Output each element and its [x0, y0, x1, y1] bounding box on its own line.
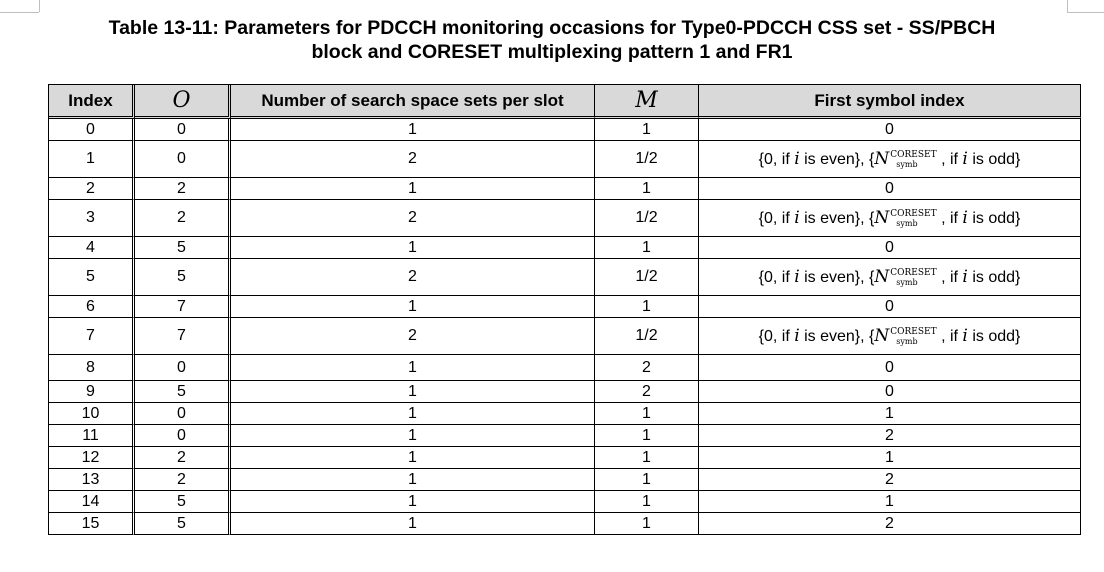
cell-m: 1: [595, 119, 699, 141]
table-row: [49, 119, 1081, 141]
expr-n-symbol: N: [874, 326, 890, 346]
cell-m: 1/2: [595, 200, 699, 237]
expr-comma-if: , if: [941, 328, 958, 345]
cell-index: 9: [49, 381, 135, 403]
cell-num-sets: 1: [231, 178, 595, 200]
expr-odd: is odd}: [972, 269, 1021, 286]
cell-o: 0: [135, 403, 231, 425]
expr-open: {0, if: [758, 328, 790, 345]
cell-num-sets: 2: [231, 318, 595, 355]
expr-n-subscript: symb: [896, 218, 918, 228]
cell-o: 7: [135, 296, 231, 318]
expr-comma-if: , if: [941, 151, 958, 168]
cell-first-symbol: 1: [699, 491, 1081, 513]
cell-first-symbol: 2: [699, 425, 1081, 447]
cell-first-symbol: 2: [699, 469, 1081, 491]
expr-even: is even}, {: [804, 269, 875, 286]
cell-index: 3: [49, 200, 135, 237]
expr-i-symbol: i: [962, 267, 968, 287]
cell-o: 0: [135, 425, 231, 447]
expr-n-subscript: symb: [896, 159, 918, 169]
cell-num-sets: 1: [231, 296, 595, 318]
cell-first-symbol: 0: [699, 381, 1081, 403]
cell-index: 11: [49, 425, 135, 447]
cell-m: 1/2: [595, 259, 699, 296]
expr-n-symbol: N: [874, 267, 890, 287]
header-o-symbol: O: [172, 88, 191, 113]
expr-n-scripts: [890, 210, 936, 228]
cell-first-symbol: [699, 141, 1081, 178]
expr-i-symbol: i: [962, 149, 968, 169]
expr-open: {0, if: [758, 269, 790, 286]
expr-n-superscript: CORESET: [890, 208, 937, 219]
header-m-symbol: M: [635, 88, 658, 113]
expr-n-scripts: [890, 269, 936, 287]
cell-o: 2: [135, 469, 231, 491]
cell-m: 1: [595, 237, 699, 259]
cell-num-sets: 2: [231, 141, 595, 178]
table-row: [49, 178, 1081, 200]
table-caption: [0, 16, 1104, 64]
cell-o: 7: [135, 318, 231, 355]
cell-o: 0: [135, 141, 231, 178]
table-row: [49, 491, 1081, 513]
crop-mark: [1067, 0, 1068, 12]
cell-o: 5: [135, 259, 231, 296]
table-row: [49, 381, 1081, 403]
caption-line-1: Table 13-11: Parameters for PDCCH monitoring occasions for Type0-PDCCH CSS set - SS/PBCH: [108, 17, 996, 39]
cell-first-symbol: [699, 200, 1081, 237]
cell-num-sets: 1: [231, 469, 595, 491]
cell-o: 0: [135, 355, 231, 381]
table-row: [49, 141, 1081, 178]
cell-index: 1: [49, 141, 135, 178]
table-row: [49, 259, 1081, 296]
expr-n-superscript: CORESET: [890, 326, 937, 337]
cell-num-sets: 1: [231, 355, 595, 381]
expr-n-scripts: [890, 328, 936, 346]
cell-o: 2: [135, 200, 231, 237]
cell-m: 1: [595, 178, 699, 200]
expr-i-symbol: i: [962, 326, 968, 346]
expr-odd: is odd}: [972, 328, 1021, 345]
expr-n-subscript: symb: [896, 336, 918, 346]
cell-num-sets: 1: [231, 491, 595, 513]
odd-even-expression: [759, 210, 1021, 227]
table-row: [49, 355, 1081, 381]
cell-num-sets: 2: [231, 200, 595, 237]
expr-even: is even}, {: [804, 328, 875, 345]
expr-i-symbol: i: [962, 208, 968, 228]
expr-i-symbol: i: [794, 208, 800, 228]
header-first-symbol: First symbol index: [699, 85, 1081, 119]
cell-first-symbol: 1: [699, 403, 1081, 425]
expr-open: {0, if: [758, 210, 790, 227]
expr-even: is even}, {: [804, 210, 875, 227]
cell-index: 4: [49, 237, 135, 259]
cell-first-symbol: 0: [699, 119, 1081, 141]
table-row: [49, 469, 1081, 491]
cell-index: 6: [49, 296, 135, 318]
table-row: [49, 403, 1081, 425]
cell-m: 1/2: [595, 141, 699, 178]
expr-open: {0, if: [758, 151, 790, 168]
cell-m: 1: [595, 296, 699, 318]
cell-m: 1: [595, 513, 699, 535]
expr-even: is even}, {: [804, 151, 875, 168]
header-index: Index: [49, 85, 135, 119]
table-row: [49, 200, 1081, 237]
cell-first-symbol: 0: [699, 237, 1081, 259]
expr-i-symbol: i: [794, 149, 800, 169]
crop-mark: [0, 12, 39, 13]
cell-m: 2: [595, 381, 699, 403]
cell-index: 12: [49, 447, 135, 469]
parameters-table: [48, 84, 1081, 535]
crop-mark: [1067, 12, 1104, 13]
table-row: [49, 296, 1081, 318]
cell-first-symbol: 1: [699, 447, 1081, 469]
cell-o: 2: [135, 447, 231, 469]
cell-index: 10: [49, 403, 135, 425]
cell-index: 13: [49, 469, 135, 491]
cell-first-symbol: 2: [699, 513, 1081, 535]
expr-i-symbol: i: [794, 267, 800, 287]
table-row: [49, 425, 1081, 447]
expr-n-symbol: N: [874, 149, 890, 169]
cell-m: 1: [595, 403, 699, 425]
expr-n-superscript: CORESET: [890, 149, 937, 160]
expr-odd: is odd}: [972, 210, 1021, 227]
cell-o: 5: [135, 513, 231, 535]
cell-first-symbol: 0: [699, 355, 1081, 381]
cell-m: 1/2: [595, 318, 699, 355]
cell-o: 5: [135, 237, 231, 259]
odd-even-expression: [759, 151, 1021, 168]
header-num-sets: Number of search space sets per slot: [231, 85, 595, 119]
table-row: [49, 513, 1081, 535]
cell-m: 1: [595, 425, 699, 447]
expr-n-symbol: N: [874, 208, 890, 228]
table-row: [49, 237, 1081, 259]
cell-num-sets: 1: [231, 425, 595, 447]
cell-index: 2: [49, 178, 135, 200]
odd-even-expression: [759, 269, 1021, 286]
crop-mark: [39, 0, 40, 12]
cell-first-symbol: 0: [699, 296, 1081, 318]
odd-even-expression: [759, 328, 1021, 345]
header-row: [49, 85, 1081, 119]
table-row: [49, 318, 1081, 355]
cell-num-sets: 1: [231, 403, 595, 425]
expr-comma-if: , if: [941, 210, 958, 227]
cell-num-sets: 1: [231, 381, 595, 403]
cell-num-sets: 1: [231, 447, 595, 469]
cell-first-symbol: [699, 259, 1081, 296]
expr-i-symbol: i: [794, 326, 800, 346]
cell-num-sets: 1: [231, 237, 595, 259]
caption-line-2: block and CORESET multiplexing pattern 1 and FR1: [311, 41, 793, 63]
cell-first-symbol: 0: [699, 178, 1081, 200]
header-m: [595, 85, 699, 119]
cell-first-symbol: [699, 318, 1081, 355]
cell-index: 5: [49, 259, 135, 296]
header-o: [135, 85, 231, 119]
expr-odd: is odd}: [972, 151, 1021, 168]
table-row: [49, 447, 1081, 469]
expr-n-scripts: [890, 151, 936, 169]
cell-num-sets: 2: [231, 259, 595, 296]
cell-o: 0: [135, 119, 231, 141]
cell-num-sets: 1: [231, 513, 595, 535]
cell-index: 0: [49, 119, 135, 141]
cell-o: 5: [135, 491, 231, 513]
cell-o: 2: [135, 178, 231, 200]
cell-m: 1: [595, 469, 699, 491]
cell-o: 5: [135, 381, 231, 403]
cell-index: 14: [49, 491, 135, 513]
cell-m: 1: [595, 447, 699, 469]
table-body: [49, 119, 1081, 535]
cell-num-sets: 1: [231, 119, 595, 141]
cell-m: 2: [595, 355, 699, 381]
expr-n-superscript: CORESET: [890, 267, 937, 278]
expr-n-subscript: symb: [896, 277, 918, 287]
cell-index: 8: [49, 355, 135, 381]
cell-m: 1: [595, 491, 699, 513]
cell-index: 15: [49, 513, 135, 535]
cell-index: 7: [49, 318, 135, 355]
expr-comma-if: , if: [941, 269, 958, 286]
